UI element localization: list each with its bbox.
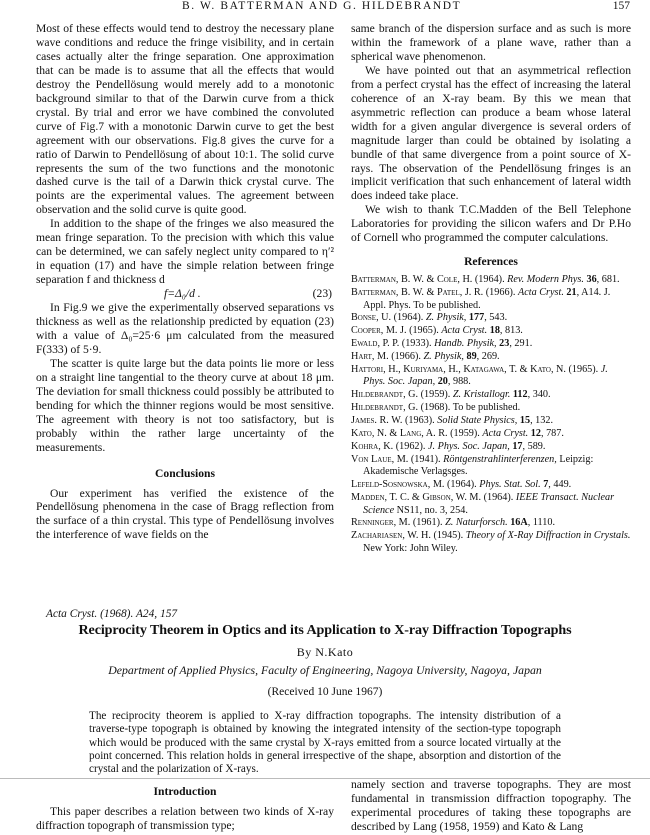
reference-volume: 21 xyxy=(563,287,577,299)
reference-year: (1964). xyxy=(472,274,508,286)
reference-item xyxy=(351,389,631,401)
reference-year: (1945). xyxy=(430,530,466,542)
intro-right-column xyxy=(351,778,631,834)
reference-pages: , 269. xyxy=(476,351,500,363)
reference-item xyxy=(351,517,631,529)
reference-year: (1933). xyxy=(399,338,435,350)
running-header-authors: B. W. BATTERMAN AND G. HILDEBRANDT xyxy=(182,0,462,12)
reference-pages: NS11, no. 3, 254. xyxy=(394,504,468,516)
reference-item xyxy=(351,441,631,453)
reference-authors: James. R. W. xyxy=(351,415,403,427)
reference-authors: Hart, M. xyxy=(351,351,389,363)
body-paragraph: The scatter is quite large but the data points lie more or less on a straight line tangential to the theory curve at about 18 μm. The deviation for small thickness could possibly be attributed to bending for which the thinner regions would be most sensitive. The agreement with theory is not too satisfactory, but is probably within the rather large uncertainty of the measurements. xyxy=(36,356,334,454)
reference-authors: Von Laue, M. xyxy=(351,453,409,465)
reference-volume: 112 xyxy=(510,389,528,401)
reference-pages: , 543. xyxy=(484,312,508,324)
body-paragraph: In addition to the shape of the fringes we also measured the mean fringe separation. To the precision with which this value can be determined, we can safely neglect unity compared to η′² in equation (17) and have the simple relation between fringe separation f and thickness d xyxy=(36,217,334,287)
reference-year: (1966). xyxy=(483,287,519,299)
reference-pages: , 681. xyxy=(596,274,620,286)
left-column xyxy=(36,22,334,542)
reference-journal: Acta Cryst. xyxy=(518,287,564,299)
reference-item xyxy=(351,351,631,363)
reference-journal: Z. Physik, xyxy=(423,351,464,363)
reference-year: (1966). xyxy=(388,351,424,363)
reference-authors: Batterman, B. W. & Patel, J. R. xyxy=(351,287,484,299)
reference-authors: Ewald, P. P. xyxy=(351,338,400,350)
reference-journal: J. Phys. Soc. Japan, xyxy=(363,364,608,388)
reference-journal: Z. Physik, xyxy=(425,312,467,324)
reference-pages: New York: John Wiley. xyxy=(363,542,458,554)
acknowledgement: We wish to thank T.C.Madden of the Bell Telephone Laboratories for providing the silicon wafers and Dr P.Ho of Cornell who programmed the computer calculations. xyxy=(351,203,631,245)
reference-item xyxy=(351,325,631,337)
body-paragraph: same branch of the dispersion surface and as such is more within the framework of a plane wave, rather than a spherical wave phenomenon. xyxy=(351,22,631,63)
reference-pages: , 291. xyxy=(509,338,533,350)
reference-volume: 15 xyxy=(517,415,531,427)
reference-authors: Lefeld-Sosnowska, M. xyxy=(351,479,445,491)
reference-authors: Madden, T. C. & Gibson, W. M. xyxy=(351,492,482,504)
reference-journal: Röntgenstrahlinterferenzen, xyxy=(443,453,557,465)
reference-volume: 36 xyxy=(583,274,597,286)
reference-journal: Handb. Physik, xyxy=(434,338,497,350)
reference-item xyxy=(351,287,631,312)
reference-year: (1959). xyxy=(418,389,453,401)
reference-pages: , 132. xyxy=(530,415,553,427)
reference-volume: 17 xyxy=(509,440,523,452)
reference-authors: Hildebrandt, G. xyxy=(351,389,419,401)
reference-list xyxy=(351,274,631,555)
article-title: Reciprocity Theorem in Optics and its Application to X-ray Diffraction Topographs xyxy=(78,622,572,638)
reference-volume: 20 xyxy=(435,376,448,388)
equation-23 xyxy=(36,287,334,301)
reference-journal: Theory of X-Ray Diffraction in Crystals. xyxy=(465,530,631,542)
body-paragraph: Most of these effects would tend to destroy the necessary plane wave conditions and reduce the fringe visibility, and in certain cases actually alter the fringe separation. One approximation that can be made is to assume that all the effects that would destroy the Pendellösung would merely add to a monotonic background similar to that of the Darwin curve from a thick crystal. By trial and error we have combined the convoluted curve of Fig.7 with a monotonic Darwin curve to get the best agreement with our observations. Fig.8 gives the curve for a ratio of Darwin to Pendellösung of about 10:1. The solid curve represents the sum of the two functions and the monotonic dashed curve is the tail of a Darwin thick crystal curve. The points are the experimental values. The agreement between observation and the solid curve is quite good. xyxy=(36,22,334,217)
reference-year: (1962). xyxy=(393,440,429,452)
body-paragraph: In Fig.9 we give the experimentally observed separations vs thickness as well as the relationship predicted by equation (23) with a value of Δ₀=25·6 μm calculated from the measured F(333) of 5·9. xyxy=(36,301,334,356)
reference-year: (1964). xyxy=(444,479,480,491)
reference-item xyxy=(351,479,631,491)
abstract: The reciprocity theorem is applied to X-ray diffraction topographs. The intensity distribution of a traverse-type topograph is obtained by knowing the integrated intensity of the section-type topograph which would be produced with the same crystal by X-rays emitted from a source located virtually at the point concerned. This relation holds in general irrespective of the shape, absorption and distortion of the crystal and the polarization of X-rays. xyxy=(89,710,561,776)
reference-volume: 7 xyxy=(540,479,549,491)
reference-journal: Phys. Stat. Sol. xyxy=(479,479,541,491)
reference-volume: 23 xyxy=(496,338,510,350)
page-number: 157 xyxy=(612,0,630,12)
reference-journal: IEEE Transact. Nuclear Science xyxy=(363,492,615,516)
reference-pages: , 813. xyxy=(499,325,523,337)
reference-authors: Zachariasen, W. H. xyxy=(351,530,431,542)
conclusions-heading: Conclusions xyxy=(155,466,215,480)
reference-pages: Leipzig: Akademische Verlagsges. xyxy=(363,453,594,478)
conclusions-paragraph: Our experiment has verified the existence of the Pendellösung phenomena in the case of Bragg reflection from the surface of a thin crystal. This type of Pendellösung involves the interference of wave fields on the xyxy=(36,486,334,542)
reference-authors: Hattori, H., Kuriyama, H., Katagawa, T. & Kato, N. xyxy=(351,364,566,376)
intro-paragraph: namely section and traverse topographs. They are most fundamental in transmission diffraction topography. The experimental procedures of taking these topographs are described by Lang (1958, 1959) and Kato & Lang xyxy=(351,778,631,833)
reference-year: (1961). xyxy=(410,517,446,529)
intro-paragraph: This paper describes a relation between two kinds of X-ray diffraction topograph of transmission type; xyxy=(36,804,334,832)
reference-volume: 177 xyxy=(466,312,485,324)
reference-authors: Kato, N. & Lang, A. R. xyxy=(351,428,448,440)
reference-journal: Z. Kristallogr. xyxy=(452,389,511,401)
right-column xyxy=(351,22,631,556)
reference-year: (1965). xyxy=(565,364,601,376)
article-citation: Acta Cryst. (1968). A24, 157 xyxy=(46,608,178,620)
reference-pages: , 589. xyxy=(522,440,546,452)
reference-year: (1965). xyxy=(406,325,442,337)
body-paragraph: We have pointed out that an asymmetrical reflection from a perfect crystal has the effect of increasing the lateral coherence of an X-ray beam. By this we mean that asymmetric reflection can produce a beam whose lateral width for a given angular divergence is several orders of magnitude larger than could be obtained by isolating a bundle of that same divergence from a point source of X-rays. The observation of the Pendellösung fringes is an implicit verification that such enhancement of lateral width does indeed take place. xyxy=(351,63,631,203)
reference-item xyxy=(351,415,631,427)
reference-journal: Acta Cryst. xyxy=(482,428,529,440)
reference-item xyxy=(351,312,631,324)
reference-pages: , 787. xyxy=(540,428,564,440)
reference-pages: , 449. xyxy=(548,479,572,491)
reference-year: (1941). xyxy=(408,453,444,465)
reference-authors: Kohra, K. xyxy=(351,440,394,452)
reference-item xyxy=(351,364,631,389)
reference-year: (1959). xyxy=(447,428,483,440)
introduction-heading: Introduction xyxy=(153,785,217,798)
equation-number: (23) xyxy=(312,287,332,301)
reference-volume: 89 xyxy=(463,351,477,363)
article-affiliation: Department of Applied Physics, Faculty of Engineering, Nagoya University, Nagoya, Japan xyxy=(108,663,542,677)
references-heading: References xyxy=(464,255,518,269)
reference-volume: 18 xyxy=(487,325,500,337)
reference-authors: Cooper, M. J. xyxy=(351,325,407,337)
reference-journal: Acta Cryst. xyxy=(441,325,488,337)
reference-year: (1964). xyxy=(391,312,426,324)
reference-item xyxy=(351,274,631,286)
reference-volume: 16A xyxy=(507,517,528,529)
reference-item xyxy=(351,428,631,440)
reference-authors: Renninger, M. xyxy=(351,517,411,529)
reference-journal: Rev. Modern Phys. xyxy=(507,274,584,286)
reference-year: (1964). xyxy=(481,492,516,504)
reference-item xyxy=(351,530,631,555)
reference-volume: 12 xyxy=(528,428,541,440)
reference-item xyxy=(351,402,631,414)
reference-pages: , 988. xyxy=(447,376,471,388)
reference-pages: , 340. xyxy=(527,389,551,401)
reference-year: (1963). xyxy=(402,415,438,427)
article-author: By N.Kato xyxy=(296,645,354,659)
running-header xyxy=(0,0,650,14)
reference-pages: , A14. J. Appl. Phys. To be published. xyxy=(363,287,611,311)
equation-formula: f=Δ₀/d . xyxy=(164,287,201,301)
reference-authors: Hildebrandt, G. xyxy=(351,402,419,414)
reference-item xyxy=(351,338,631,350)
reference-authors: Bonse, U. xyxy=(351,312,392,324)
intro-left-column xyxy=(36,785,334,833)
reference-item xyxy=(351,454,631,479)
reference-journal: J. Phys. Soc. Japan, xyxy=(428,440,510,452)
reference-year: (1968). To be published. xyxy=(418,402,521,414)
reference-item xyxy=(351,492,631,517)
reference-authors: Batterman, B. W. & Cole, H. xyxy=(351,274,473,286)
reference-journal: Solid State Physics, xyxy=(437,415,518,427)
reference-pages: , 1110. xyxy=(527,517,556,529)
received-date: (Received 10 June 1967) xyxy=(267,686,383,698)
reference-journal: Z. Naturforsch. xyxy=(445,517,508,529)
